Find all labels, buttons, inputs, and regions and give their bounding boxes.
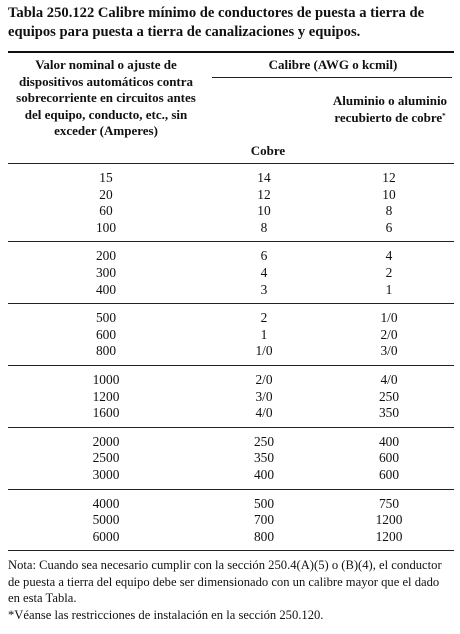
cell-aluminio: 600 [378, 466, 400, 482]
cell-cobre: 500 [253, 495, 275, 511]
cell-amperes: 60 [99, 203, 113, 219]
cell-aluminio: 10 [382, 186, 396, 202]
cell-aluminio: 4/0 [380, 371, 398, 387]
header-calibre: Calibre (AWG o kcmil) [268, 57, 398, 72]
row-group [8, 242, 454, 303]
cell-amperes: 6000 [92, 528, 120, 544]
cell-cobre: 700 [253, 512, 275, 528]
cell-cobre: 250 [253, 433, 275, 449]
cell-aluminio: 400 [378, 433, 400, 449]
table-row [8, 405, 454, 422]
cell-amperes: 2000 [92, 433, 120, 449]
table-row [8, 372, 454, 389]
cell-aluminio: 8 [385, 203, 393, 219]
cell-amperes: 400 [95, 281, 117, 297]
header-calibre-rule [212, 77, 452, 78]
cell-amperes: 1000 [92, 371, 120, 387]
cell-aluminio: 350 [378, 405, 400, 421]
cell-aluminio: 12 [382, 170, 396, 185]
cell-amperes: 300 [95, 264, 117, 280]
table-row [8, 529, 454, 546]
cell-cobre: 3 [260, 281, 268, 297]
cell-aluminio: 3/0 [380, 343, 398, 359]
note-text: Nota: Cuando sea necesario cumplir con la sección 250.4(A)(5) o (B)(4), el conductor de puesta a tierra del equipo debe ser dimensionado con un calibre mayor que el dado en esta Tabla. [8, 558, 442, 606]
cell-cobre: 8 [260, 219, 268, 235]
table-row [8, 496, 454, 513]
cell-cobre: 14 [257, 170, 271, 185]
restriction-note: *Véanse las restricciones de instalación en la sección 250.120. [8, 607, 324, 622]
table-header [8, 53, 454, 163]
cell-cobre: 4 [260, 264, 268, 280]
cell-amperes: 600 [95, 326, 117, 342]
cell-amperes: 15 [99, 170, 113, 185]
header-aluminio [326, 93, 454, 126]
cell-aluminio: 2/0 [380, 326, 398, 342]
table-row [8, 310, 454, 327]
cell-amperes: 2500 [92, 450, 120, 466]
table-row [8, 282, 454, 299]
table-row [8, 265, 454, 282]
cell-cobre: 3/0 [255, 388, 273, 404]
table-title: Tabla 250.122 Calibre mínimo de conductores de puesta a tierra de equipos para puesta a tierra de canalizaciones y equipos. [8, 5, 425, 40]
cell-aluminio: 2 [385, 264, 393, 280]
cell-amperes: 100 [95, 219, 117, 235]
table-row [8, 248, 454, 265]
table-row [8, 327, 454, 344]
cell-cobre: 6 [260, 248, 268, 264]
row-group [8, 366, 454, 427]
table-row [8, 512, 454, 529]
table-row [8, 450, 454, 467]
cell-cobre: 4/0 [255, 405, 273, 421]
header-aluminio-mark: * [442, 111, 446, 120]
cell-aluminio: 1 [385, 281, 393, 297]
row-group [8, 428, 454, 489]
row-group [8, 304, 454, 365]
cell-amperes: 20 [99, 186, 113, 202]
table-row [8, 220, 454, 237]
cell-amperes: 4000 [92, 495, 120, 511]
group-rule [8, 550, 454, 551]
cell-cobre: 12 [257, 186, 271, 202]
cell-cobre: 10 [257, 203, 271, 219]
row-group [8, 164, 454, 241]
cell-amperes: 200 [95, 248, 117, 264]
cell-amperes: 800 [95, 343, 117, 359]
cell-cobre: 2 [260, 310, 268, 326]
document [8, 4, 454, 623]
cell-cobre: 800 [253, 528, 275, 544]
cell-aluminio: 1200 [375, 512, 403, 528]
header-aluminio-label: Aluminio o aluminio recubierto de cobre [332, 93, 448, 125]
table-row [8, 434, 454, 451]
cell-cobre: 2/0 [255, 371, 273, 387]
table-notes [8, 557, 454, 623]
cell-aluminio: 600 [378, 450, 400, 466]
row-group [8, 490, 454, 551]
table-body [8, 164, 454, 551]
cell-cobre: 1 [260, 326, 268, 342]
cell-aluminio: 750 [378, 495, 400, 511]
cell-amperes: 5000 [92, 512, 120, 528]
header-amperes: Valor nominal o ajuste de dispositivos automáticos contra sobrecorriente en circuitos antes del equipo, conducto, etc., sin exceder (Amperes) [16, 57, 196, 139]
cell-aluminio: 1/0 [380, 310, 398, 326]
cell-aluminio: 4 [385, 248, 393, 264]
table-row [8, 170, 454, 187]
table-row [8, 389, 454, 406]
table-row [8, 203, 454, 220]
table-row [8, 187, 454, 204]
cell-amperes: 500 [95, 310, 117, 326]
header-cobre: Cobre [250, 143, 286, 158]
table-row [8, 467, 454, 484]
cell-aluminio: 6 [385, 219, 393, 235]
cell-cobre: 350 [253, 450, 275, 466]
cell-aluminio: 1200 [375, 528, 403, 544]
cell-cobre: 400 [253, 466, 275, 482]
cell-aluminio: 250 [378, 388, 400, 404]
table-row [8, 343, 454, 360]
cell-amperes: 1200 [92, 388, 120, 404]
cell-amperes: 1600 [92, 405, 120, 421]
cell-cobre: 1/0 [255, 343, 273, 359]
cell-amperes: 3000 [92, 466, 120, 482]
